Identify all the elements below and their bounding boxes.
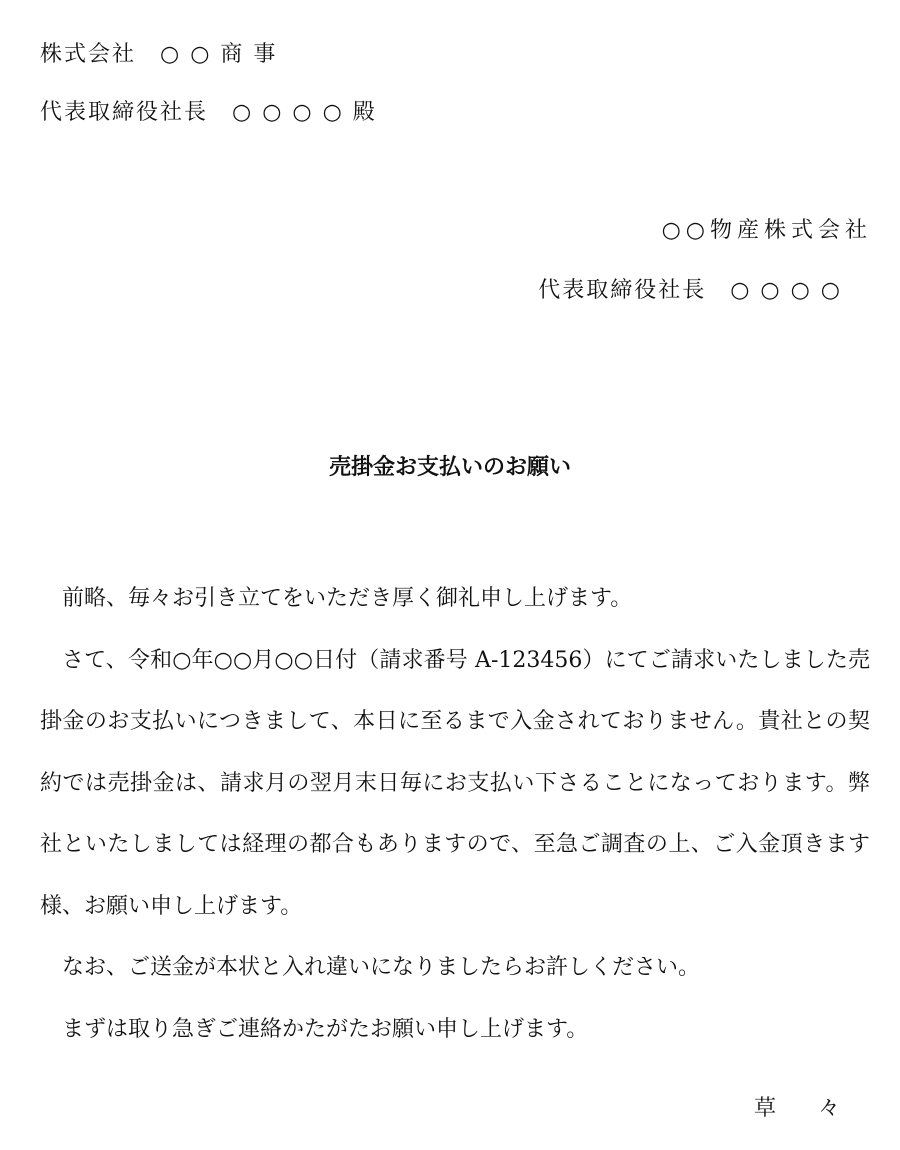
paragraph-greeting: 前略、毎々お引き立てをいただき厚く御礼申し上げます。: [62, 586, 633, 611]
recipient-company: 株式会社 ○ ○ 商 事: [40, 42, 278, 67]
recipient-name: 代表取締役社長 ○ ○ ○ ○ 殿: [40, 100, 377, 125]
letter-body: [40, 568, 870, 1060]
sender-name: 代表取締役社長 ○ ○ ○ ○: [538, 278, 842, 303]
paragraph-conclusion: まずは取り急ぎご連絡かたがたお願い申し上げます。: [62, 1016, 589, 1042]
closing-phrase: 草 々: [753, 1096, 850, 1121]
paragraph-main: さて、令和○年○○月○○日付（請求番号 A-123456）にてご請求いたしました売掛金のお支払いにつきまして、本日に至るまで入金されておりません。貴社との契約では売掛金は、請求月の翌月末日毎にお支払い下さることになっております。弊社といたしましては経理の都合もありますので、至急ご調査の上、ご入金頂きます様、お願い申し上げます。: [40, 647, 870, 919]
paragraph-apology: なお、ご送金が本状と入れ違いになりましたらお許しください。: [62, 955, 701, 980]
sender-company: ○○物産株式会社: [661, 218, 872, 243]
document-title: 売掛金お支払いのお願い: [328, 454, 571, 480]
